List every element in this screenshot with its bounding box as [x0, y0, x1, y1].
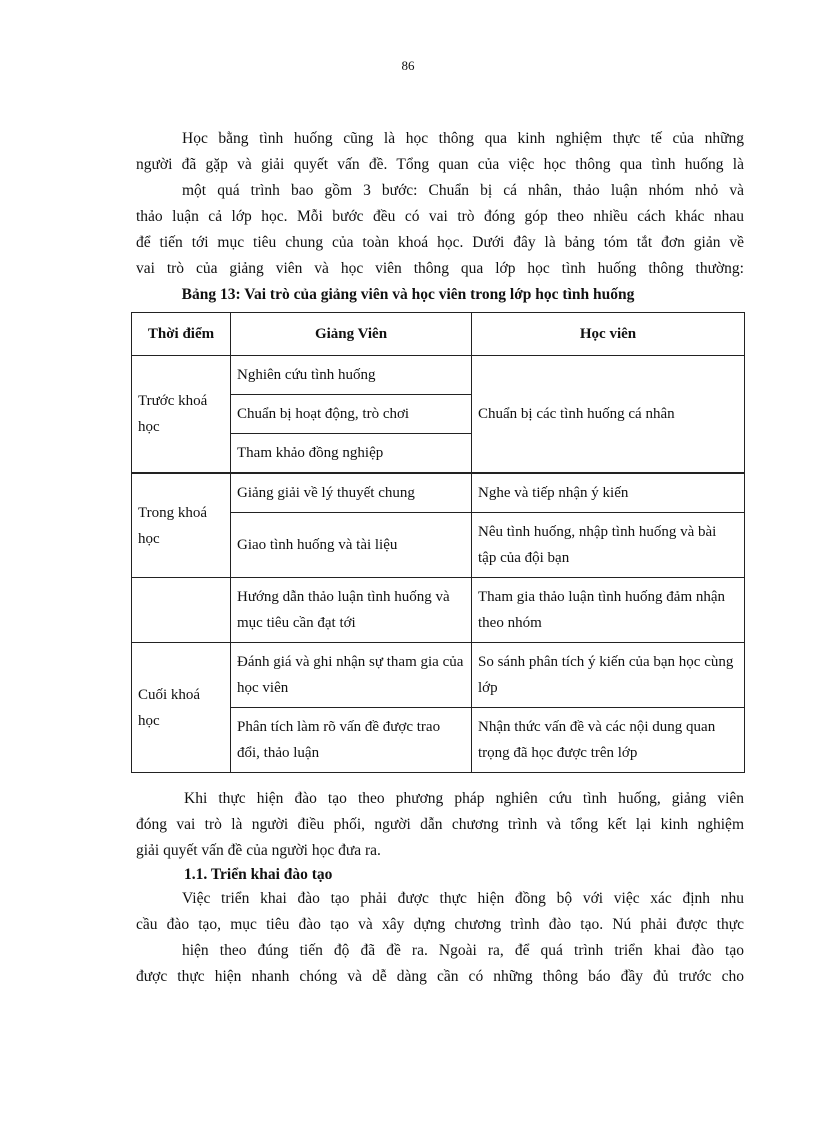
- table-row: [132, 473, 745, 513]
- teacher-cell: Tham khảo đồng nghiệp: [231, 434, 472, 474]
- student-cell: Tham gia thảo luận tình huống đảm nhận theo nhóm: [472, 578, 745, 643]
- text-line: đóng vai trò là người điều phối, người dẫn chương trình và tổng kết lại kinh nghiệm: [136, 816, 744, 833]
- section-heading: 1.1. Triển khai đào tạo: [184, 866, 333, 883]
- table-header-row: [132, 313, 745, 356]
- teacher-cell: Đánh giá và ghi nhận sự tham gia của học viên: [231, 643, 472, 708]
- teacher-cell: Nghiên cứu tình huống: [231, 356, 472, 395]
- text-line: giải quyết vấn đề của người học đưa ra.: [136, 842, 381, 859]
- header-teacher: Giảng Viên: [231, 313, 472, 356]
- text-line: thảo luận cả lớp học. Mỗi bước đều có vai trò đóng góp theo nhiều cách khác nhau: [136, 208, 744, 225]
- table-row: [132, 643, 745, 708]
- text-line: để tiến tới mục tiêu chung của toàn khoá học. Dưới đây là bảng tóm tắt đơn giản về: [136, 234, 744, 251]
- intro-paragraph: [136, 126, 744, 282]
- time-cell: Trong khoá học: [132, 473, 231, 578]
- table-caption: Bảng 13: Vai trò của giảng viên và học viên trong lớp học tình huống: [181, 286, 635, 303]
- student-cell: Nêu tình huống, nhập tình huống và bài tập của đội bạn: [472, 513, 745, 578]
- text-line: được thực hiện nhanh chóng và dễ dàng cần có những thông báo đầy đủ trước cho: [136, 968, 744, 985]
- student-cell: So sánh phân tích ý kiến của bạn học cùng lớp: [472, 643, 745, 708]
- text-line: Khi thực hiện đào tạo theo phương pháp nghiên cứu tình huống, giảng viên: [184, 790, 744, 807]
- table-row: [132, 356, 745, 395]
- time-cell: Cuối khoá học: [132, 643, 231, 773]
- text-line: Việc triển khai đào tạo phải được thực hiện đồng bộ với việc xác định nhu: [182, 890, 744, 907]
- teacher-cell: Phân tích làm rõ vấn đề được trao đổi, thảo luận: [231, 708, 472, 773]
- text-line: Học bằng tình huống cũng là học thông qua kinh nghiệm thực tế của những: [182, 130, 744, 147]
- teacher-cell: Giao tình huống và tài liệu: [231, 513, 472, 578]
- header-student: Học viên: [472, 313, 745, 356]
- student-cell: Chuẩn bị các tình huống cá nhân: [472, 356, 745, 474]
- text-line: vai trò của giảng viên và học viên thông qua lớp học tình huống thông thường:: [136, 260, 744, 277]
- text-line: cầu đào tạo, mục tiêu đào tạo và xây dựng chương trình đào tạo. Nú phải được thực: [136, 916, 744, 933]
- roles-table: [131, 312, 745, 773]
- text-line: hiện theo đúng tiến độ đã đề ra. Ngoài ra, để quá trình triển khai đào tạo: [182, 942, 744, 959]
- after-table-paragraph: [136, 786, 744, 864]
- teacher-cell: Chuẩn bị hoạt động, trò chơi: [231, 395, 472, 434]
- student-cell: Nhận thức vấn đề và các nội dung quan trọng đã học được trên lớp: [472, 708, 745, 773]
- text-line: người đã gặp và giải quyết vấn đề. Tổng quan của việc học thông qua tình huống là: [136, 156, 744, 173]
- text-line: một quá trình bao gồm 3 bước: Chuẩn bị cá nhân, thảo luận nhóm nhỏ và: [182, 182, 744, 199]
- page-number: 86: [401, 58, 415, 73]
- teacher-cell: Hướng dẫn thảo luận tình huống và mục tiêu cần đạt tới: [231, 578, 472, 643]
- table-row: [132, 578, 745, 643]
- student-cell: Nghe và tiếp nhận ý kiến: [472, 473, 745, 513]
- header-time: Thời điểm: [132, 313, 231, 356]
- teacher-cell: Giảng giải về lý thuyết chung: [231, 473, 472, 513]
- time-cell: Trước khoá học: [132, 356, 231, 474]
- section-paragraph: [136, 886, 744, 990]
- time-cell-empty: [132, 578, 231, 643]
